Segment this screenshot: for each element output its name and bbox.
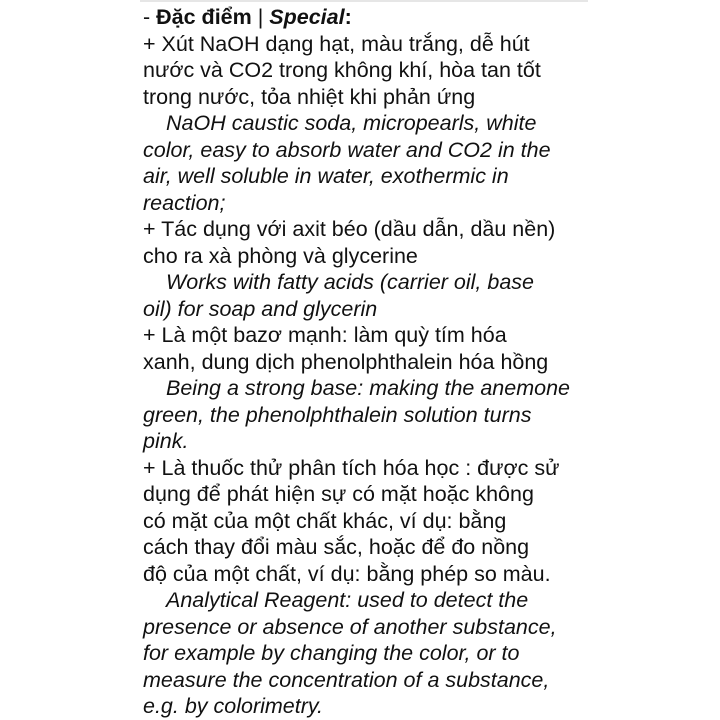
- en-line: NaOH caustic soda, micropearls, white: [166, 111, 537, 135]
- heading-title-en: Special: [269, 5, 345, 29]
- section-heading: [143, 4, 703, 31]
- en-line: green, the phenolphthalein solution turns: [143, 402, 532, 427]
- heading-separator: |: [251, 5, 270, 29]
- en-line: pink.: [143, 429, 189, 453]
- en-line: Being a strong base: making the anemone: [166, 376, 570, 400]
- vi-line: có mặt của một chất khác, ví dụ: bằng: [143, 508, 507, 533]
- en-line: Works with fatty acids (carrier oil, base: [166, 270, 534, 294]
- vi-line: trong nước, tỏa nhiệt khi phản ứng: [143, 84, 476, 109]
- vi-line: xanh, dung dịch phenolphthalein hóa hồng: [143, 349, 549, 374]
- vi-line: độ của một chất, ví dụ: bằng phép so màu.: [143, 561, 551, 586]
- en-line: reaction;: [143, 190, 226, 215]
- vi-line: nước và CO2 trong không khí, hòa tan tốt: [143, 58, 541, 82]
- vi-line: + Tác dụng với axit béo (dầu dẫn, dầu nền): [143, 217, 556, 241]
- en-line: color, easy to absorb water and CO2 in the: [143, 137, 551, 162]
- en-line: Analytical Reagent: used to detect the: [166, 588, 529, 612]
- vi-line: cho ra xà phòng và glycerine: [143, 243, 418, 268]
- document-body: [143, 4, 703, 720]
- heading-prefix: -: [143, 5, 157, 29]
- en-line: for example by changing the color, or to: [143, 641, 520, 665]
- list-item: [143, 322, 703, 455]
- vi-line: dụng để phát hiện sự có mặt hoặc không: [143, 482, 534, 506]
- en-line: measure the concentration of a substance,: [143, 667, 550, 692]
- vi-line: cách thay đổi màu sắc, hoặc để đo nồng: [143, 535, 530, 559]
- vi-line: + Xút NaOH dạng hạt, màu trắng, dễ hút: [143, 31, 530, 56]
- heading-title-vi: Đặc điểm: [156, 5, 252, 29]
- en-line: presence or absence of another substance,: [143, 614, 557, 639]
- en-line: air, well soluble in water, exothermic in: [143, 164, 509, 188]
- en-line: oil) for soap and glycerin: [143, 296, 378, 321]
- list-item: [143, 455, 703, 720]
- vi-line: + Là một bazơ mạnh: làm quỳ tím hóa: [143, 323, 507, 347]
- list-item: [143, 31, 703, 217]
- heading-colon: :: [344, 5, 352, 29]
- top-divider: [140, 0, 588, 2]
- vi-line: + Là thuốc thử phân tích hóa học : được sử: [143, 455, 560, 480]
- list-item: [143, 216, 703, 322]
- en-line: e.g. by colorimetry.: [143, 694, 324, 718]
